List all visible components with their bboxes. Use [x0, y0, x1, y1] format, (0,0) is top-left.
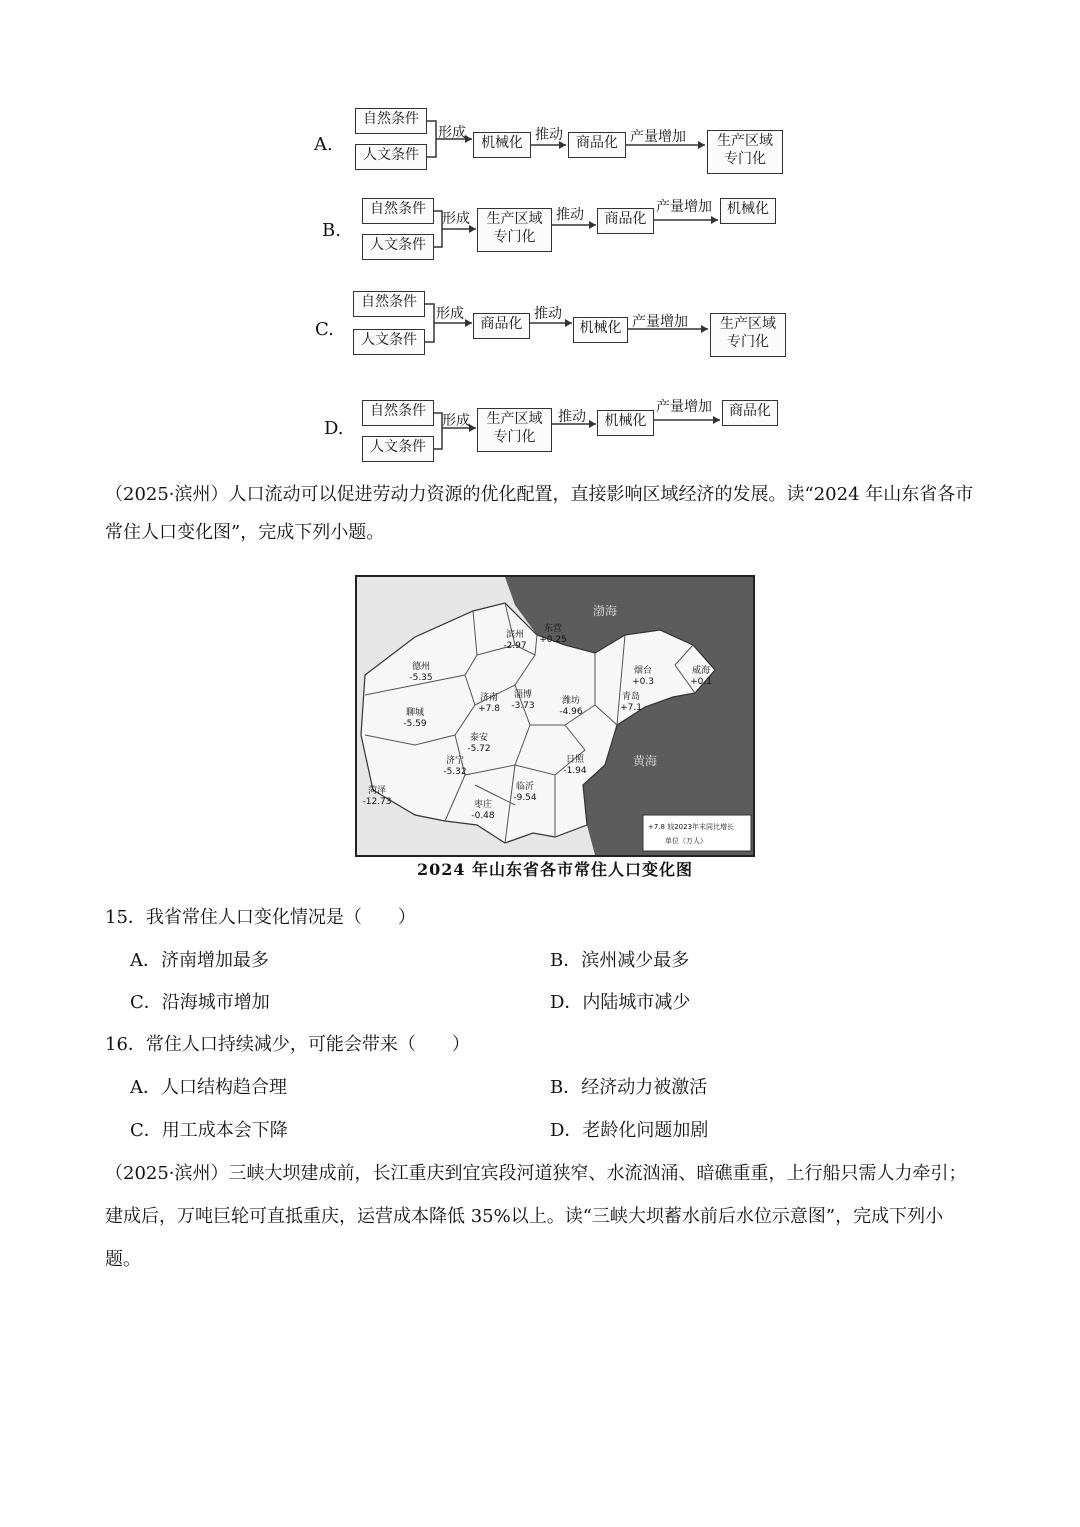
- city-value: -9.54: [513, 793, 537, 803]
- option-label: B.: [322, 220, 341, 241]
- flow-box: 商品化: [473, 313, 530, 339]
- arrow-label: 产量增加: [656, 399, 712, 415]
- question-16-option-c[interactable]: C．用工成本会下降: [130, 1120, 288, 1141]
- shandong-population-map: [355, 575, 755, 857]
- city-name: 青岛: [621, 692, 641, 702]
- flow-box: 商品化: [597, 208, 654, 234]
- arrow-label: 推动: [534, 306, 562, 322]
- city-name: 济南: [479, 693, 499, 703]
- question-16-option-a[interactable]: A．人口结构趋合理: [130, 1077, 287, 1098]
- city-name: 淄博: [513, 690, 533, 700]
- flow-box: 人文条件: [362, 436, 434, 462]
- city-value: +0.3: [632, 677, 654, 687]
- legend-line-1: +7.8 较2023年末同比增长: [648, 823, 735, 831]
- city-value: -5.35: [409, 673, 433, 683]
- arrow-label: 形成: [442, 413, 470, 429]
- legend-line-2: 单位（万人）: [665, 837, 707, 845]
- arrow-label: 产量增加: [632, 314, 688, 330]
- arrow-label: 形成: [438, 125, 466, 141]
- intro-paragraph-2: （2025·滨州）三峡大坝建成前，长江重庆到宜宾段河道狭窄、水流汹涌、暗礁重重，上行船只需人力牵引；建成后，万吨巨轮可直抵重庆，运营成本降低 35%以上。读“三峡大坝蓄水前后水位示意图”，完成下列小题。: [105, 1163, 967, 1270]
- city-value: -4.96: [559, 707, 583, 717]
- option-label: C.: [315, 319, 334, 340]
- sea-label-bohai: 渤海: [592, 604, 618, 618]
- flow-box: 生产区域 专门化: [710, 313, 786, 357]
- flow-box: 自然条件: [362, 400, 434, 426]
- city-value: -3.73: [511, 701, 535, 711]
- city-value: +7.8: [478, 704, 500, 714]
- question-15-stem: 15．我省常住人口变化情况是（ ）: [105, 907, 416, 928]
- flow-box: 机械化: [597, 410, 654, 436]
- city-name: 日照: [565, 755, 585, 765]
- option-label: A.: [314, 134, 333, 155]
- flow-box: 自然条件: [353, 291, 425, 317]
- arrow-label: 产量增加: [656, 199, 712, 215]
- flow-option-b: [300, 190, 820, 280]
- city-value: -0.48: [471, 811, 495, 821]
- flow-box: 生产区域 专门化: [477, 408, 552, 452]
- question-15-option-d[interactable]: D．内陆城市减少: [550, 992, 691, 1013]
- flow-box: 生产区域 专门化: [477, 208, 552, 252]
- arrow-label: 形成: [436, 306, 464, 322]
- arrow-label: 形成: [442, 211, 470, 227]
- intro-paragraph-1: （2025·滨州）人口流动可以促进劳动力资源的优化配置，直接影响区域经济的发展。读“2024 年山东省各市常住人口变化图”，完成下列小题。: [105, 484, 974, 543]
- city-value: -5.72: [467, 744, 491, 754]
- question-15-option-a[interactable]: A．济南增加最多: [130, 950, 269, 971]
- question-15-option-b[interactable]: B．滨州减少最多: [550, 950, 690, 971]
- arrow-label: 推动: [558, 409, 586, 425]
- city-value: -5.59: [403, 719, 427, 729]
- city-name: 泰安: [469, 733, 489, 743]
- flow-box: 自然条件: [362, 198, 434, 224]
- city-name: 东营: [543, 624, 563, 634]
- city-name: 滨州: [505, 630, 525, 640]
- flow-box: 商品化: [568, 132, 626, 158]
- flow-box: 机械化: [573, 317, 628, 343]
- sea-label-huanghai: 黄海: [632, 754, 658, 768]
- flow-option-c: [300, 285, 820, 375]
- arrow-label: 推动: [535, 127, 563, 143]
- question-16-stem: 16．常住人口持续减少，可能会带来（ ）: [105, 1034, 470, 1055]
- city-name: 烟台: [633, 666, 653, 676]
- city-name: 济宁: [445, 756, 465, 766]
- flow-box: 人文条件: [362, 234, 434, 260]
- arrow-label: 产量增加: [630, 129, 686, 145]
- city-value: -1.94: [563, 766, 587, 776]
- flow-box: 人文条件: [355, 144, 427, 170]
- map-svg: [355, 575, 755, 857]
- flow-box: 生产区域 专门化: [707, 130, 783, 174]
- map-legend: [643, 815, 751, 851]
- arrow-label: 推动: [556, 207, 584, 223]
- city-name: 聊城: [405, 708, 425, 718]
- city-name: 威海: [691, 666, 711, 676]
- flow-box: 自然条件: [355, 108, 427, 134]
- city-name: 菏泽: [367, 786, 387, 796]
- flow-box: 机械化: [720, 198, 776, 224]
- city-value: -2.97: [503, 641, 527, 651]
- question-16-option-b[interactable]: B．经济动力被激活: [550, 1077, 708, 1098]
- map-caption: 2024 年山东省各市常住人口变化图: [416, 860, 694, 879]
- city-name: 德州: [411, 662, 431, 672]
- city-value: +7.1: [620, 703, 642, 713]
- question-15-option-c[interactable]: C．沿海城市增加: [130, 992, 270, 1013]
- city-value: -12.73: [362, 797, 392, 807]
- option-label: D.: [324, 418, 344, 439]
- city-name: 枣庄: [473, 800, 493, 810]
- flow-option-a: [300, 100, 820, 190]
- city-name: 潍坊: [561, 696, 581, 706]
- city-value: +0.25: [539, 635, 567, 645]
- flow-box: 商品化: [722, 400, 778, 426]
- city-name: 临沂: [515, 782, 535, 792]
- flow-box: 人文条件: [353, 329, 425, 355]
- city-value: -5.32: [443, 767, 467, 777]
- question-16-option-d[interactable]: D．老龄化问题加剧: [550, 1120, 709, 1141]
- flow-option-d: [300, 390, 820, 480]
- flow-box: 机械化: [473, 132, 531, 158]
- city-value: +0.1: [690, 677, 712, 687]
